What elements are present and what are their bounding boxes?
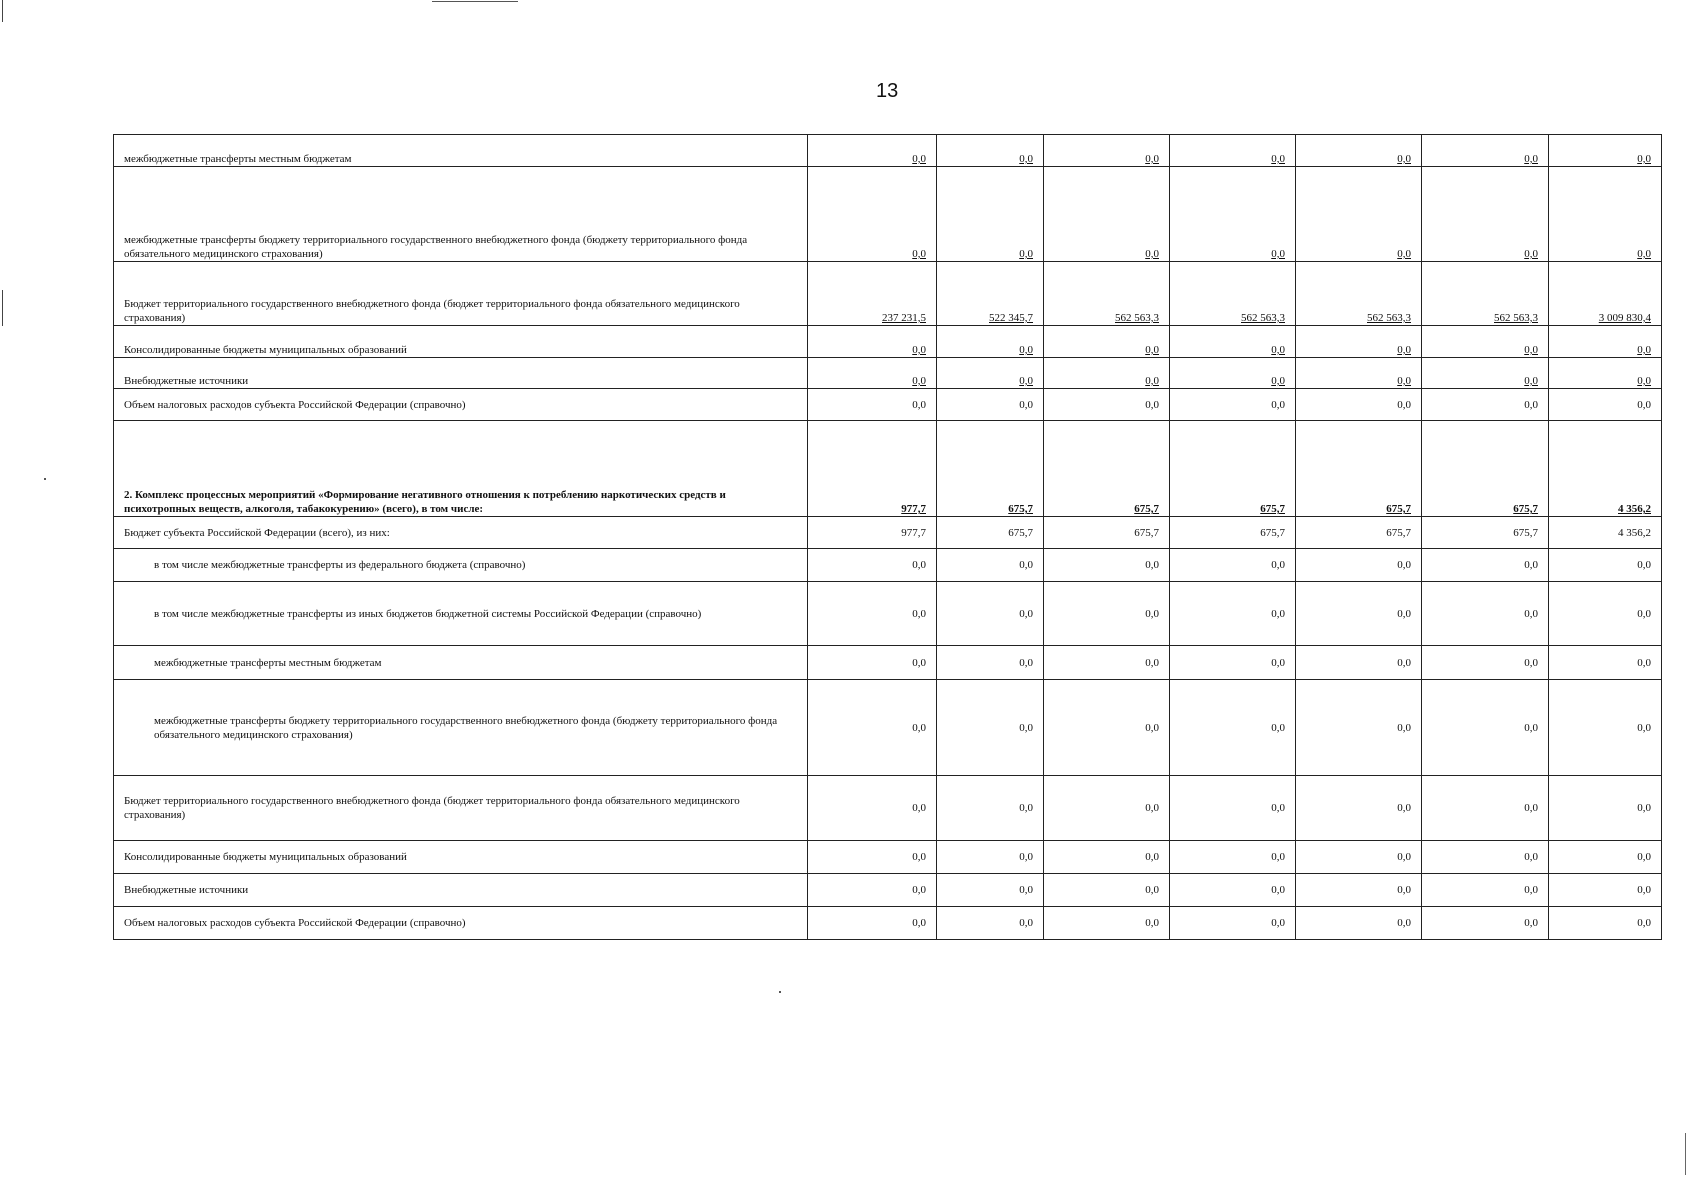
value-text: 562 563,3 bbox=[1494, 312, 1538, 324]
table-row bbox=[114, 421, 1662, 517]
value-cell bbox=[1549, 358, 1662, 389]
value-cell bbox=[937, 421, 1044, 517]
table-row bbox=[114, 646, 1662, 680]
value-cell: 0,0 bbox=[1170, 582, 1296, 646]
value-cell bbox=[937, 167, 1044, 262]
value-text: 0,0 bbox=[1524, 375, 1538, 387]
value-text: 0,0 bbox=[1524, 248, 1538, 260]
table-row bbox=[114, 358, 1662, 389]
value-cell: 0,0 bbox=[1296, 776, 1422, 841]
scan-artifact-dot bbox=[779, 991, 781, 993]
page-number: 13 bbox=[876, 80, 899, 102]
value-text: 0,0 bbox=[1637, 153, 1651, 165]
value-text: 675,7 bbox=[1513, 503, 1538, 515]
value-cell: 0,0 bbox=[1422, 874, 1549, 907]
scan-artifact-right-mark bbox=[1685, 1133, 1686, 1175]
row-label: межбюджетные трансферты бюджету территориального государственного внебюджетного фонда (бюджету территориального фонда обязательного медицинского страхования) bbox=[114, 167, 808, 262]
table-row bbox=[114, 841, 1662, 874]
value-text: 0,0 bbox=[1019, 248, 1033, 260]
value-text: 977,7 bbox=[901, 503, 926, 515]
value-cell bbox=[1422, 358, 1549, 389]
value-cell: 0,0 bbox=[1170, 907, 1296, 940]
value-cell: 0,0 bbox=[1549, 549, 1662, 582]
value-cell: 0,0 bbox=[1422, 776, 1549, 841]
value-cell: 0,0 bbox=[1296, 389, 1422, 421]
value-cell bbox=[1296, 135, 1422, 167]
row-label: межбюджетные трансферты местным бюджетам bbox=[114, 646, 808, 680]
value-text: 522 345,7 bbox=[989, 312, 1033, 324]
value-cell bbox=[1296, 262, 1422, 326]
value-cell bbox=[1044, 326, 1170, 358]
value-cell bbox=[808, 358, 937, 389]
table-row bbox=[114, 262, 1662, 326]
value-cell: 0,0 bbox=[1296, 874, 1422, 907]
value-cell: 0,0 bbox=[1422, 907, 1549, 940]
value-cell: 0,0 bbox=[1422, 646, 1549, 680]
table-row bbox=[114, 874, 1662, 907]
value-text: 0,0 bbox=[1271, 248, 1285, 260]
value-cell bbox=[937, 135, 1044, 167]
value-cell bbox=[1549, 135, 1662, 167]
value-cell: 0,0 bbox=[1296, 907, 1422, 940]
scan-artifact-dot bbox=[44, 478, 46, 480]
value-cell: 0,0 bbox=[1549, 776, 1662, 841]
table-row bbox=[114, 776, 1662, 841]
row-label: Объем налоговых расходов субъекта Российской Федерации (справочно) bbox=[114, 907, 808, 940]
value-text: 0,0 bbox=[1145, 344, 1159, 356]
value-cell: 675,7 bbox=[1296, 517, 1422, 549]
table-row bbox=[114, 389, 1662, 421]
value-cell bbox=[1170, 326, 1296, 358]
value-cell bbox=[1170, 262, 1296, 326]
value-cell: 0,0 bbox=[1549, 874, 1662, 907]
value-cell: 0,0 bbox=[1170, 841, 1296, 874]
value-cell bbox=[1170, 167, 1296, 262]
scan-artifact-top-line bbox=[432, 1, 518, 2]
value-cell: 0,0 bbox=[808, 841, 937, 874]
row-label: Бюджет субъекта Российской Федерации (всего), из них: bbox=[114, 517, 808, 549]
value-text: 0,0 bbox=[912, 248, 926, 260]
value-cell: 0,0 bbox=[1044, 841, 1170, 874]
value-cell bbox=[1422, 135, 1549, 167]
row-label: Консолидированные бюджеты муниципальных образований bbox=[114, 326, 808, 358]
row-label: межбюджетные трансферты местным бюджетам bbox=[114, 135, 808, 167]
value-text: 0,0 bbox=[1397, 375, 1411, 387]
value-cell: 0,0 bbox=[1296, 680, 1422, 776]
value-text: 0,0 bbox=[1637, 375, 1651, 387]
scan-artifact-left-mark bbox=[2, 290, 3, 326]
value-cell: 0,0 bbox=[808, 389, 937, 421]
value-cell bbox=[1044, 421, 1170, 517]
value-text: 0,0 bbox=[1019, 153, 1033, 165]
value-cell: 0,0 bbox=[1549, 582, 1662, 646]
value-text: 562 563,3 bbox=[1115, 312, 1159, 324]
value-cell: 0,0 bbox=[937, 907, 1044, 940]
row-label: Консолидированные бюджеты муниципальных образований bbox=[114, 841, 808, 874]
value-text: 0,0 bbox=[1019, 375, 1033, 387]
value-text: 3 009 830,4 bbox=[1598, 312, 1651, 324]
value-text: 0,0 bbox=[1271, 344, 1285, 356]
value-cell bbox=[1044, 135, 1170, 167]
value-cell bbox=[808, 167, 937, 262]
value-cell bbox=[1549, 421, 1662, 517]
value-text: 0,0 bbox=[1524, 344, 1538, 356]
table-row bbox=[114, 680, 1662, 776]
value-cell: 0,0 bbox=[808, 874, 937, 907]
value-cell bbox=[1422, 167, 1549, 262]
value-cell bbox=[937, 358, 1044, 389]
row-label: межбюджетные трансферты бюджету территориального государственного внебюджетного фонда (бюджету территориального фонда обязательного медицинского страхования) bbox=[114, 680, 808, 776]
value-cell: 0,0 bbox=[1422, 680, 1549, 776]
value-cell bbox=[808, 135, 937, 167]
row-label: Объем налоговых расходов субъекта Российской Федерации (справочно) bbox=[114, 389, 808, 421]
value-text: 0,0 bbox=[1145, 375, 1159, 387]
value-cell: 0,0 bbox=[1170, 776, 1296, 841]
value-text: 0,0 bbox=[912, 375, 926, 387]
value-cell: 0,0 bbox=[1422, 841, 1549, 874]
table-row bbox=[114, 326, 1662, 358]
value-text: 675,7 bbox=[1008, 503, 1033, 515]
value-text: 0,0 bbox=[1524, 153, 1538, 165]
value-cell: 0,0 bbox=[1549, 841, 1662, 874]
value-cell bbox=[1170, 358, 1296, 389]
value-text: 0,0 bbox=[1637, 344, 1651, 356]
value-text: 0,0 bbox=[1019, 344, 1033, 356]
value-text: 0,0 bbox=[1397, 248, 1411, 260]
value-cell bbox=[1549, 167, 1662, 262]
value-cell: 0,0 bbox=[937, 680, 1044, 776]
value-cell: 0,0 bbox=[1296, 841, 1422, 874]
value-text: 0,0 bbox=[912, 344, 926, 356]
value-cell: 0,0 bbox=[1044, 874, 1170, 907]
value-cell bbox=[1296, 167, 1422, 262]
value-cell bbox=[808, 421, 937, 517]
value-cell: 0,0 bbox=[808, 776, 937, 841]
value-cell: 0,0 bbox=[1549, 646, 1662, 680]
row-label: 2. Комплекс процессных мероприятий «Формирование негативного отношения к потреблению наркотических средств и психотропных веществ, алкоголя, табакокурению» (всего), в том числе: bbox=[114, 421, 808, 517]
value-text: 675,7 bbox=[1134, 503, 1159, 515]
value-cell: 0,0 bbox=[1549, 389, 1662, 421]
value-cell: 0,0 bbox=[1044, 907, 1170, 940]
table-row bbox=[114, 517, 1662, 549]
value-cell bbox=[1549, 262, 1662, 326]
row-label: в том числе межбюджетные трансферты из иных бюджетов бюджетной системы Российской Федерации (справочно) bbox=[114, 582, 808, 646]
scan-artifact-left-mark bbox=[2, 0, 3, 22]
value-cell: 0,0 bbox=[1044, 776, 1170, 841]
value-cell bbox=[1422, 326, 1549, 358]
table-row bbox=[114, 907, 1662, 940]
table-row bbox=[114, 582, 1662, 646]
table-row bbox=[114, 135, 1662, 167]
value-text: 0,0 bbox=[1397, 153, 1411, 165]
value-cell: 0,0 bbox=[808, 549, 937, 582]
value-cell: 0,0 bbox=[1549, 680, 1662, 776]
value-cell bbox=[1296, 421, 1422, 517]
value-text: 562 563,3 bbox=[1241, 312, 1285, 324]
value-cell: 0,0 bbox=[1170, 646, 1296, 680]
table-row bbox=[114, 549, 1662, 582]
value-text: 237 231,5 bbox=[882, 312, 926, 324]
value-cell bbox=[808, 326, 937, 358]
value-cell: 0,0 bbox=[1044, 389, 1170, 421]
value-text: 0,0 bbox=[912, 153, 926, 165]
value-cell bbox=[1044, 358, 1170, 389]
value-cell: 4 356,2 bbox=[1549, 517, 1662, 549]
value-cell: 0,0 bbox=[1296, 646, 1422, 680]
value-cell: 0,0 bbox=[808, 582, 937, 646]
value-cell bbox=[1422, 262, 1549, 326]
value-text: 675,7 bbox=[1260, 503, 1285, 515]
value-cell bbox=[1170, 135, 1296, 167]
value-cell: 0,0 bbox=[1296, 549, 1422, 582]
value-text: 675,7 bbox=[1386, 503, 1411, 515]
value-cell: 0,0 bbox=[1422, 549, 1549, 582]
value-cell: 0,0 bbox=[1549, 907, 1662, 940]
value-cell: 0,0 bbox=[1170, 549, 1296, 582]
value-cell: 0,0 bbox=[1422, 582, 1549, 646]
value-text: 0,0 bbox=[1145, 248, 1159, 260]
value-cell: 0,0 bbox=[808, 680, 937, 776]
value-cell: 0,0 bbox=[1044, 680, 1170, 776]
value-cell: 0,0 bbox=[808, 907, 937, 940]
value-text: 4 356,2 bbox=[1618, 503, 1651, 515]
value-cell bbox=[808, 262, 937, 326]
value-cell bbox=[1422, 421, 1549, 517]
value-cell: 0,0 bbox=[937, 646, 1044, 680]
value-cell: 0,0 bbox=[937, 874, 1044, 907]
value-text: 562 563,3 bbox=[1367, 312, 1411, 324]
value-cell: 0,0 bbox=[1044, 582, 1170, 646]
budget-table bbox=[113, 134, 1662, 940]
value-cell bbox=[937, 262, 1044, 326]
row-label: Бюджет территориального государственного внебюджетного фонда (бюджет территориального фонда обязательного медицинского страхования) bbox=[114, 262, 808, 326]
value-cell bbox=[1044, 167, 1170, 262]
value-cell: 0,0 bbox=[1170, 874, 1296, 907]
value-cell: 675,7 bbox=[1044, 517, 1170, 549]
value-cell: 0,0 bbox=[1170, 680, 1296, 776]
value-cell: 0,0 bbox=[1044, 646, 1170, 680]
value-cell bbox=[1044, 262, 1170, 326]
row-label: Внебюджетные источники bbox=[114, 874, 808, 907]
value-text: 0,0 bbox=[1637, 248, 1651, 260]
value-text: 0,0 bbox=[1271, 375, 1285, 387]
value-text: 0,0 bbox=[1145, 153, 1159, 165]
value-cell: 0,0 bbox=[1296, 582, 1422, 646]
value-cell bbox=[1549, 326, 1662, 358]
value-cell: 977,7 bbox=[808, 517, 937, 549]
table-row bbox=[114, 167, 1662, 262]
value-cell: 0,0 bbox=[937, 389, 1044, 421]
value-cell: 0,0 bbox=[937, 549, 1044, 582]
value-cell bbox=[1296, 326, 1422, 358]
value-text: 0,0 bbox=[1271, 153, 1285, 165]
value-text: 0,0 bbox=[1397, 344, 1411, 356]
value-cell: 0,0 bbox=[1170, 389, 1296, 421]
value-cell: 0,0 bbox=[937, 776, 1044, 841]
row-label: Внебюджетные источники bbox=[114, 358, 808, 389]
value-cell: 0,0 bbox=[1044, 549, 1170, 582]
value-cell bbox=[1296, 358, 1422, 389]
value-cell: 675,7 bbox=[937, 517, 1044, 549]
value-cell: 675,7 bbox=[1170, 517, 1296, 549]
row-label: Бюджет территориального государственного внебюджетного фонда (бюджет территориального фонда обязательного медицинского страхования) bbox=[114, 776, 808, 841]
value-cell bbox=[1170, 421, 1296, 517]
value-cell: 675,7 bbox=[1422, 517, 1549, 549]
value-cell: 0,0 bbox=[1422, 389, 1549, 421]
row-label: в том числе межбюджетные трансферты из федерального бюджета (справочно) bbox=[114, 549, 808, 582]
value-cell bbox=[937, 326, 1044, 358]
value-cell: 0,0 bbox=[808, 646, 937, 680]
value-cell: 0,0 bbox=[937, 841, 1044, 874]
value-cell: 0,0 bbox=[937, 582, 1044, 646]
